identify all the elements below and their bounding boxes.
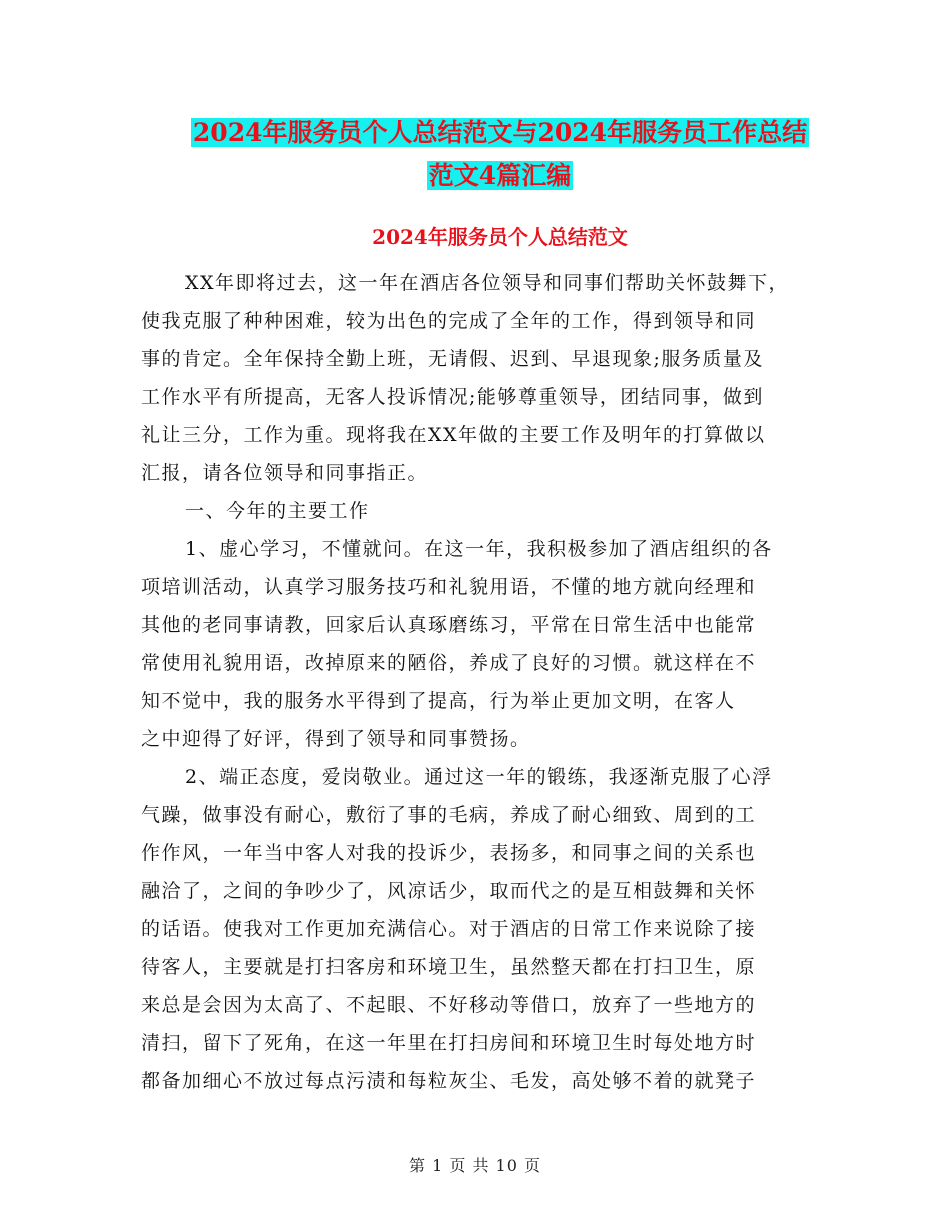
- paragraph-line: 清扫，留下了死角，在这一年里在打扫房间和环境卫生时每处地方时: [141, 1032, 757, 1054]
- paragraph-line: XX年即将过去，这一年在酒店各位领导和同事们帮助关怀鼓舞下，: [185, 272, 790, 294]
- paragraph-line: 都备加细心不放过每点污渍和每粒灰尘、毛发，高处够不着的就凳子: [141, 1070, 757, 1092]
- paragraph-line: 常使用礼貌用语，改掉原来的陋俗，养成了良好的习惯。就这样在不: [141, 652, 757, 674]
- paragraph-line: 作作风，一年当中客人对我的投诉少，表扬多，和同事之间的关系也: [141, 842, 757, 864]
- paragraph-line: 项培训活动，认真学习服务技巧和礼貌用语，不懂的地方就向经理和: [141, 576, 757, 598]
- paragraph-line: 之中迎得了好评，得到了领导和同事赞扬。: [141, 728, 531, 750]
- paragraph-line: 工作水平有所提高，无客人投诉情况;能够尊重领导，团结同事，做到: [141, 386, 764, 408]
- paragraph-line: 1、虚心学习，不懂就问。在这一年，我积极参加了酒店组织的各: [185, 538, 773, 560]
- paragraph-line: 的话语。使我对工作更加充满信心。对于酒店的日常工作来说除了接: [141, 918, 757, 940]
- paragraph-line: 其他的老同事请教，回家后认真琢磨练习，平常在日常生活中也能常: [141, 614, 757, 636]
- section-title: 2024年服务员个人总结范文: [372, 225, 628, 249]
- body-text: [141, 264, 821, 1100]
- paragraph-line: 礼让三分，工作为重。现将我在XX年做的主要工作及明年的打算做以: [141, 424, 766, 446]
- paragraph-line: 气躁，做事没有耐心，敷衍了事的毛病，养成了耐心细致、周到的工: [141, 804, 757, 826]
- paragraph-line: 汇报，请各位领导和同事指正。: [141, 462, 429, 484]
- paragraph-line: 融洽了，之间的争吵少了，风凉话少，取而代之的是互相鼓舞和关怀: [141, 880, 757, 902]
- document-title-text-1: 2024年服务员个人总结范文与2024年服务员工作总结: [192, 118, 808, 147]
- section-heading-line: 一、今年的主要工作: [185, 500, 370, 522]
- document-title-line-2: [140, 155, 860, 197]
- paragraph-line: 来总是会因为太高了、不起眼、不好移动等借口，放弃了一些地方的: [141, 994, 757, 1016]
- paragraph-line: 2、端正态度，爱岗敬业。通过这一年的锻练，我逐渐克服了心浮: [185, 766, 773, 788]
- paragraph-line: 使我克服了种种困难，较为出色的完成了全年的工作，得到领导和同: [141, 310, 757, 332]
- page-footer: 第 1 页 共 10 页: [409, 1156, 541, 1175]
- paragraph-line: 事的肯定。全年保持全勤上班，无请假、迟到、早退现象;服务质量及: [141, 348, 764, 370]
- paragraph-line: 知不觉中，我的服务水平得到了提高，行为举止更加文明，在客人: [141, 690, 736, 712]
- paragraph-line: 待客人，主要就是打扫客房和环境卫生，虽然整天都在打扫卫生，原: [141, 956, 757, 978]
- document-title-text-2: 范文4篇汇编: [428, 161, 572, 190]
- document-title-line-1: [140, 112, 860, 154]
